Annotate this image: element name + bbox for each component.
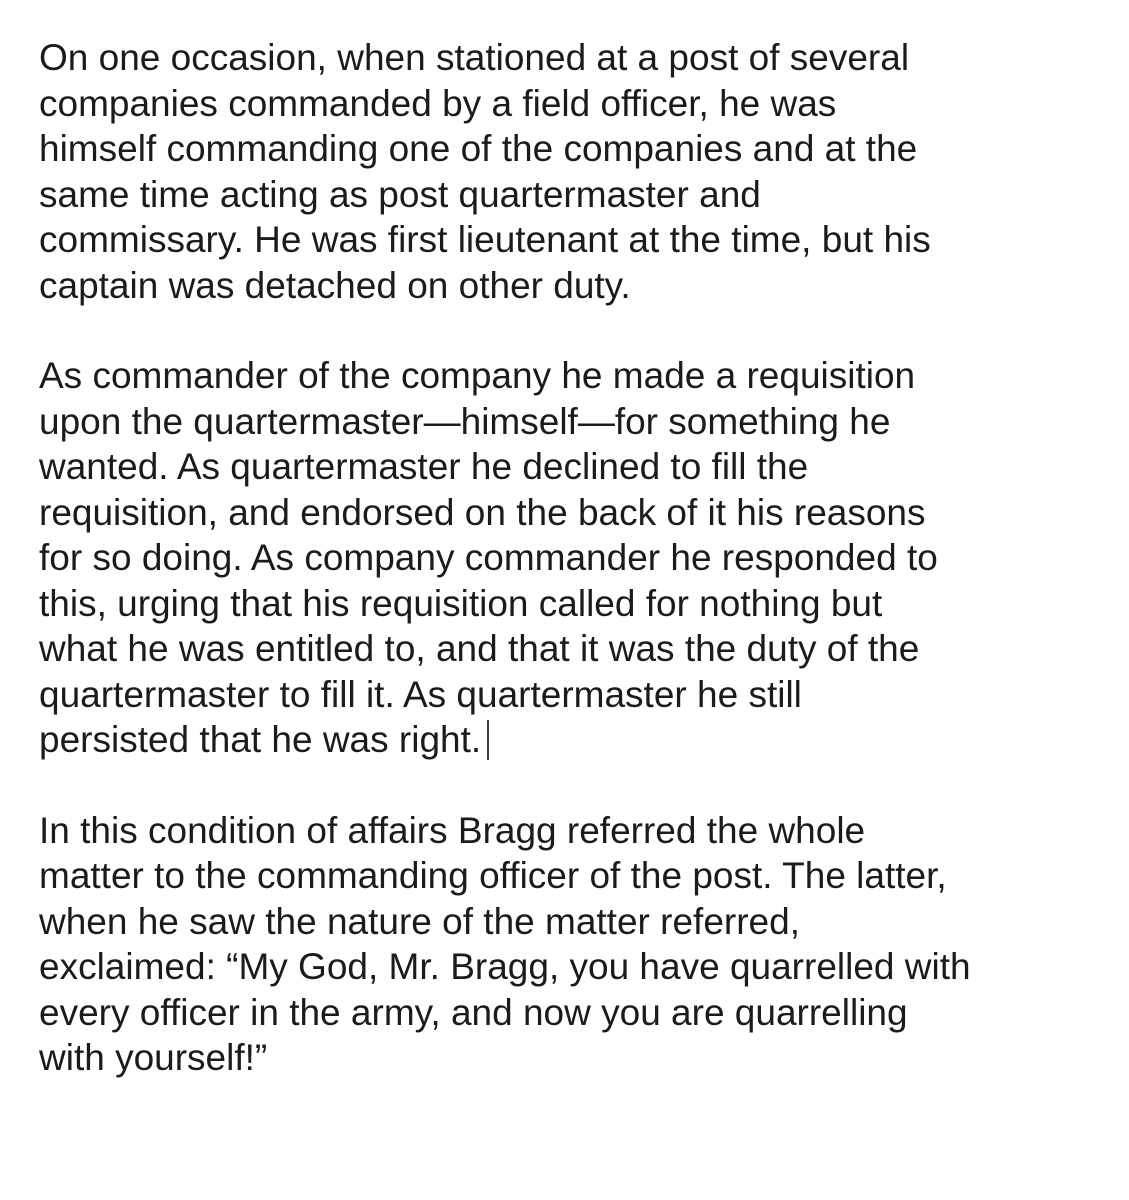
text-line: persisted that he was right. <box>39 719 482 760</box>
text-line: commissary. He was first lieutenant at the time, but his <box>39 219 931 260</box>
text-line: himself commanding one of the companies and at the <box>39 128 918 169</box>
text-line: companies commanded by a field officer, he was <box>39 82 837 124</box>
text-line: As commander of the company he made a requisition <box>39 355 916 396</box>
text-line: same time acting as post quartermaster and <box>39 173 761 215</box>
text-line: this, urging that his requisition called for nothing but <box>39 582 883 624</box>
text-cursor <box>487 720 489 760</box>
paragraph-3 <box>39 808 1109 1081</box>
text-line: requisition, and endorsed on the back of it his reasons <box>39 491 926 533</box>
text-line: what he was entitled to, and that it was the duty of the <box>39 628 920 669</box>
text-line: wanted. As quartermaster he declined to fill the <box>39 446 809 487</box>
paragraph-2 <box>39 353 1109 763</box>
paragraph-1 <box>39 35 1109 308</box>
text-line: upon the quartermaster—himself—for something he <box>39 400 891 442</box>
text-line: captain was detached on other duty. <box>39 264 631 306</box>
document-body <box>39 35 1109 1126</box>
text-line: exclaimed: “My God, Mr. Bragg, you have quarrelled with <box>39 946 971 987</box>
text-line: matter to the commanding officer of the post. The latter, <box>39 855 947 896</box>
text-line: quartermaster to fill it. As quartermaster he still <box>39 673 802 715</box>
text-line: In this condition of affairs Bragg referred the whole <box>39 809 866 851</box>
text-line: with yourself!” <box>39 1037 268 1078</box>
text-line-with-caret <box>39 717 1109 763</box>
text-line: for so doing. As company commander he responded to <box>39 537 938 578</box>
text-line: when he saw the nature of the matter referred, <box>39 900 800 942</box>
text-line: On one occasion, when stationed at a post of several <box>39 37 910 78</box>
text-line: every officer in the army, and now you are quarrelling <box>39 991 908 1033</box>
